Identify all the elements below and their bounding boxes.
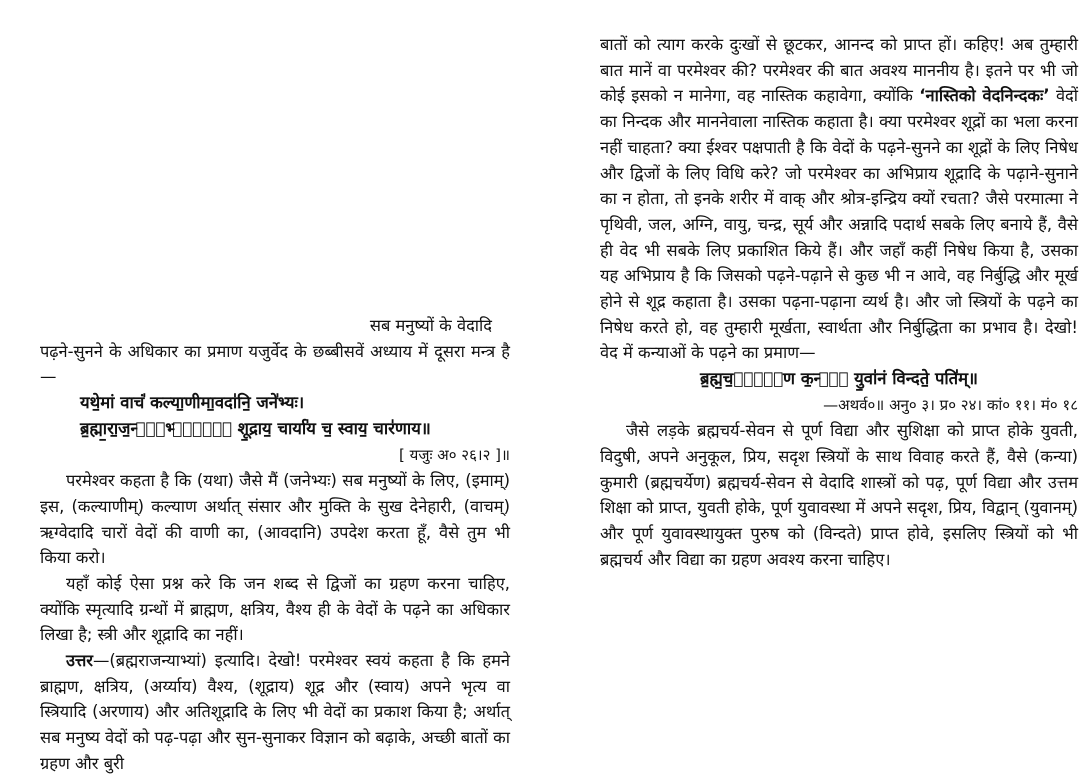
paragraph-answer bbox=[40, 648, 510, 777]
paragraph-explanation: परमेश्वर कहता है कि (यथा) जैसे मैं (जनेभ्यः) सब मनुष्यों के लिए, (इमाम्) इस, (कल्याणीम्) कल्याण अर्थात् संसार और मुक्ति के सुख देनेहारी, (वाचम्) ऋग्वेदादि चारों वेदों की वाणी का, (आवदानि) उपदेश करता हूँ, वैसे तुम भी किया करो। bbox=[40, 471, 510, 568]
answer-label: उत्तर bbox=[66, 651, 94, 671]
nastik-quote: ‘नास्तिको वेदनिन्दकः’ bbox=[919, 86, 1050, 106]
right-column bbox=[600, 32, 1078, 572]
paragraph-continuation bbox=[600, 32, 1078, 366]
left-column bbox=[40, 313, 510, 777]
yajur-mantra-line2: ब्र॒ह्मा॒रा॒ज॒न्या᳖भ्या᳖ᳫ्ं शू॒द्राय॒ चार्या॑य च॒ स्वाय॒ चार॑णाय॥ bbox=[80, 419, 431, 439]
paragraph-conclusion: जैसे लड़के ब्रह्मचर्य-सेवन से पूर्ण विद्या और सुशिक्षा को प्राप्त होके युवती, विदुषी, अपने अनुकूल, प्रिय, सदृश स्त्रियों के साथ विवाह करते हैं, वैसे (कन्या) कुमारी (ब्रह्मचर्येण) ब्रह्मचर्य-सेवन से वेदादि शास्त्रों को पढ़, पूर्ण विद्या और उत्तम शिक्षा को प्राप्त, युवती होके, पूर्ण युवावस्था में अपने सदृश, प्रिय, विद्वान् (युवानम्) और पूर्ण युवावस्थायुक्त पुरुष को (विन्दते) प्राप्त होवे, इसलिए स्त्रियों को भी ब्रह्मचर्य और विद्या का ग्रहण अवश्य करना चाहिए। bbox=[600, 421, 1078, 569]
continuation-text-b: वेदों का निन्दक और माननेवाला नास्तिक कहाता है। क्या परमेश्वर शूद्रों का भला करना नहीं चाहता? क्या ईश्वर पक्षपाती है कि वेदों के पढ़ने-सुनने का शूद्रों के लिए निषेध और द्विजों के लिए विधि करे? जो परमेश्वर का अभिप्राय शूद्रादि के पढ़ाने-सुनाने का न होता, तो इनके शरीर में वाक् और श्रोत्र-इन्द्रिय क्यों रचता? जैसे परमात्मा ने पृथिवी, जल, अग्नि, वायु, चन्द्र, सूर्य और अन्नादि पदार्थ सबके लिए बनाये हैं, वैसे ही वेद भी सबके लिए प्रकाशित किये हैं। और जहाँ कहीं निषेध किया है, उसका यह अभिप्राय है कि जिसको पढ़ने-पढ़ाने से कुछ भी न आवे, वह निर्बुद्धि और मूर्ख होने से शूद्र कहाता है। उसका पढ़ना-पढ़ाना व्यर्थ है। और जो स्त्रियों के पढ़ने का निषेध करते हो, वह तुम्हारी मूर्खता, स्वार्थता और निर्बुद्धिता का प्रभाव है। देखो! वेद में कन्याओं के पढ़ने का प्रमाण— bbox=[600, 86, 1078, 363]
atharva-reference: —अथर्व०॥ अनु० ३। प्र० २४। कां० ११। मं० १८ bbox=[823, 396, 1078, 415]
yajur-mantra-line1: यथे॒मां वाचं॑ कल्या॒णीमा॒वदा॑नि॒ जने॑भ्यः। bbox=[80, 393, 305, 413]
atharva-mantra: ब्र॒ह्म॒च॒र्ये᳚ण क॒न्या᳒ यु॒वा॑नं विन्दते॒ पति॑म्॥ bbox=[699, 369, 979, 389]
yajur-reference: [ यजुः अ० २६।२ ]॥ bbox=[399, 446, 510, 465]
paragraph-question: यहाँ कोई ऐसा प्रश्न करे कि जन शब्द से द्विजों का ग्रहण करना चाहिए, क्योंकि स्मृत्यादि ग्रन्थों में ब्राह्मण, क्षत्रिय, वैश्य ही के वेदों के पढ़ने का अधिकार लिखा है; स्त्री और शूद्रादि का नहीं। bbox=[40, 573, 510, 645]
section-heading: सब मनुष्यों के वेदादि bbox=[369, 316, 492, 335]
answer-text: —(ब्रह्मराजन्याभ्यां) इत्यादि। देखो! परमेश्वर स्वयं कहता है कि हमने ब्राह्मण, क्षत्रिय, (अर्य्याय) वैश्य, (शूद्राय) शूद्र और (स्वाय) अपने भृत्य वा स्त्रियादि (अरणाय) और अतिशूद्रादि के लिए भी वेदों का प्रकाश किया है; अर्थात् सब मनुष्य वेदों को पढ़-पढ़ा और सुन-सुनाकर विज्ञान को बढ़ाके, अच्छी बातों का ग्रहण और बुरी bbox=[40, 651, 510, 773]
intro-paragraph: पढ़ने-सुनने के अधिकार का प्रमाण यजुर्वेद के छब्बीसवें अध्याय में दूसरा मन्त्र है— bbox=[40, 341, 510, 387]
continuation-text-a: बातों को त्याग करके दुःखों से छूटकर, आनन्द को प्राप्त हों। कहिए! अब तुम्हारी बात मानें वा परमेश्वर की? परमेश्वर की बात अवश्य माननीय है। इतने पर भी जो कोई इसको न मानेगा, वह नास्तिक कहावेगा, क्योंकि bbox=[600, 35, 1078, 106]
